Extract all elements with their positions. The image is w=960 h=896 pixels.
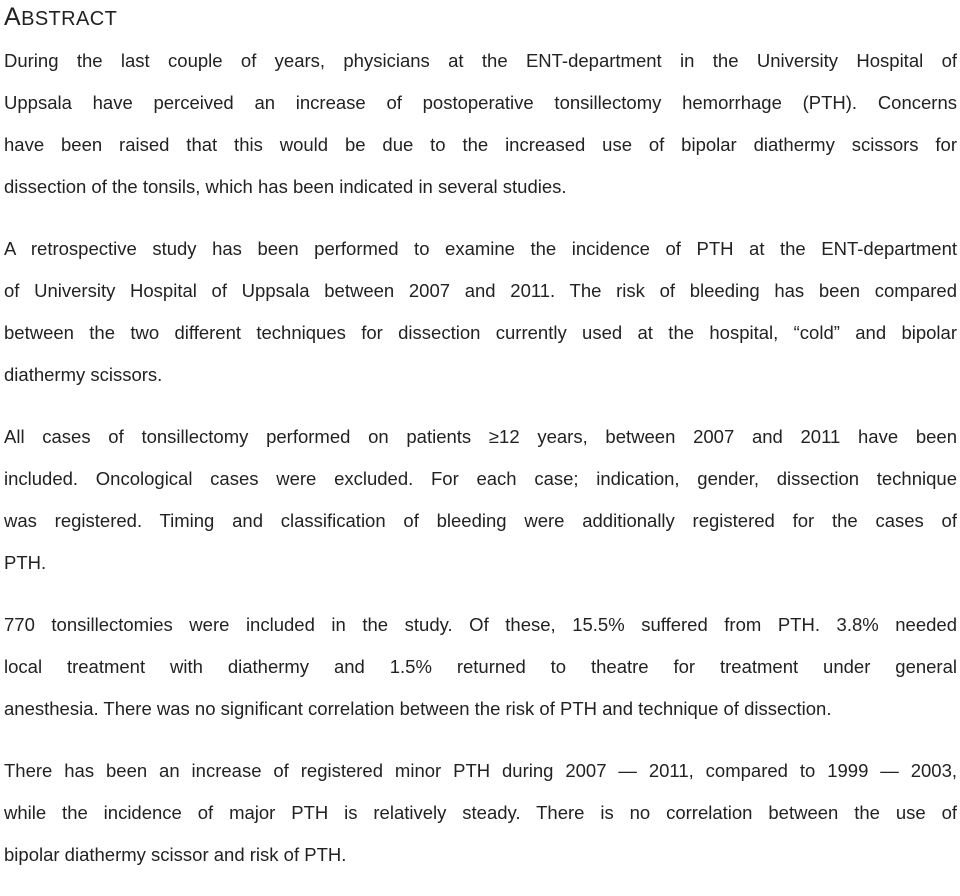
paragraph-line: local treatment with diathermy and 1.5% returned to theatre for treatment under general	[4, 656, 957, 677]
abstract-paragraph-1	[4, 40, 957, 208]
paragraph-line: 770 tonsillectomies were included in the study. Of these, 15.5% suffered from PTH. 3.8% needed	[4, 614, 957, 635]
paragraph-line: diathermy scissors.	[4, 364, 163, 385]
paragraph-line: between the two different techniques for dissection currently used at the hospital, “cold” and bipolar	[4, 322, 957, 343]
paragraph-line: Uppsala have perceived an increase of postoperative tonsillectomy hemorrhage (PTH). Concerns	[4, 92, 957, 113]
paragraph-line: During the last couple of years, physicians at the ENT-department in the University Hospital of	[4, 50, 957, 71]
paragraph-line: of University Hospital of Uppsala between 2007 and 2011. The risk of bleeding has been compared	[4, 280, 957, 301]
abstract-paragraph-2	[4, 228, 957, 396]
abstract-heading-initial: A	[4, 3, 22, 31]
abstract-heading-rest: BSTRACT	[21, 8, 118, 30]
abstract-body	[4, 40, 957, 876]
paragraph-line: All cases of tonsillectomy performed on patients ≥12 years, between 2007 and 2011 have been	[4, 426, 957, 447]
abstract-paragraph-4	[4, 604, 957, 730]
paragraph-line: was registered. Timing and classification of bleeding were additionally registered for the cases of	[4, 510, 957, 531]
document-page	[4, 0, 957, 896]
paragraph-line: have been raised that this would be due to the increased use of bipolar diathermy scissors for	[4, 134, 957, 155]
paragraph-line: anesthesia. There was no significant correlation between the risk of PTH and technique of dissection.	[4, 698, 832, 719]
paragraph-line: while the incidence of major PTH is relatively steady. There is no correlation between the use of	[4, 802, 957, 823]
paragraph-line: There has been an increase of registered minor PTH during 2007 — 2011, compared to 1999 — 2003,	[4, 760, 957, 781]
paragraph-line: A retrospective study has been performed to examine the incidence of PTH at the ENT-department	[4, 238, 957, 259]
paragraph-line: dissection of the tonsils, which has been indicated in several studies.	[4, 176, 567, 197]
paragraph-line: included. Oncological cases were excluded. For each case; indication, gender, dissection technique	[4, 468, 957, 489]
abstract-paragraph-5	[4, 750, 957, 876]
abstract-heading	[4, 0, 957, 36]
paragraph-line: PTH.	[4, 552, 47, 573]
paragraph-line: bipolar diathermy scissor and risk of PTH.	[4, 844, 347, 865]
abstract-paragraph-3	[4, 416, 957, 584]
